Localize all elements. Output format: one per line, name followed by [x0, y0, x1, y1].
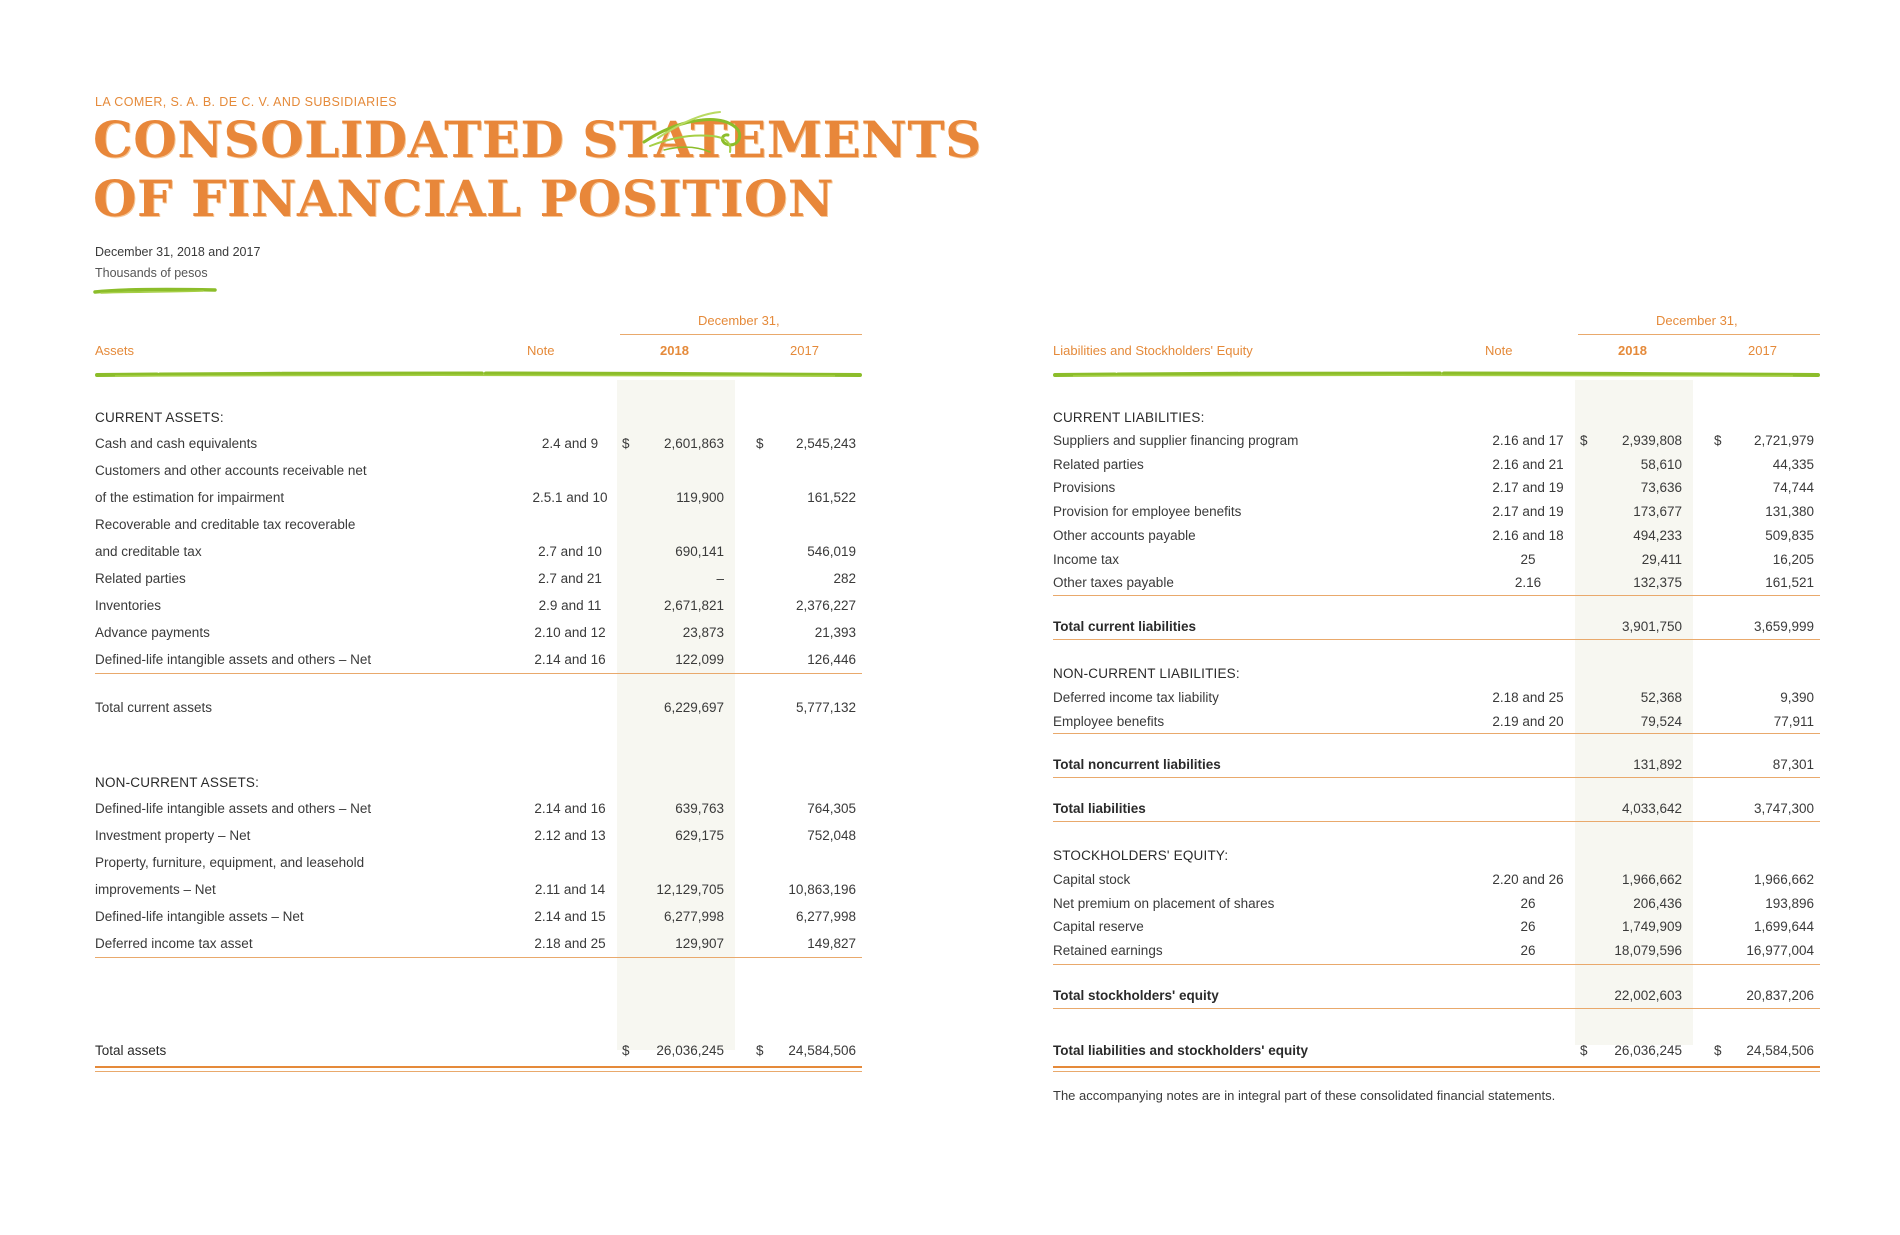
total-le-row [1053, 1043, 1820, 1063]
row-note: 2.16 and 18 [1492, 527, 1564, 543]
row-currency-2017: $ [756, 436, 764, 451]
total-liab-label: Total liabilities [1053, 801, 1146, 816]
row-label: Cash and cash equivalents [95, 436, 258, 451]
table-row [95, 828, 862, 848]
row-value-2017: 16,977,004 [1746, 943, 1814, 959]
row-value-2018: 2,939,808 [1621, 433, 1682, 448]
assets-col-label: Assets [95, 343, 135, 358]
total-assets-double-rule-1 [95, 1066, 862, 1068]
unit-label: Thousands of pesos [95, 266, 208, 280]
row-label: Employee benefits [1053, 713, 1165, 729]
noncurrent-assets-heading: NON-CURRENT ASSETS: [95, 775, 260, 790]
total-current-liab-2018: 3,901,750 [1621, 619, 1682, 634]
total-le-label: Total liabilities and stockholders' equity [1053, 1043, 1309, 1058]
total-equity-label: Total stockholders' equity [1053, 988, 1219, 1003]
row-note: 26 [1520, 919, 1536, 935]
table-row [95, 490, 862, 510]
row-currency-2018: $ [1580, 433, 1588, 448]
table-row [95, 598, 862, 618]
row-value-2017: 161,521 [1765, 575, 1814, 591]
row-value-2017: 16,205 [1772, 551, 1814, 567]
total-current-assets-row [95, 700, 862, 720]
row-value-2017: 193,896 [1765, 895, 1814, 911]
row-value-2017: 2,545,243 [795, 436, 856, 451]
row-value-2018: 79,524 [1640, 713, 1682, 729]
table-row [1053, 552, 1820, 572]
row-label: Related parties [1053, 456, 1144, 472]
total-liab-2017: 3,747,300 [1753, 801, 1814, 816]
table-row [1053, 433, 1820, 453]
table-row [1053, 943, 1820, 963]
row-label: Capital stock [1053, 872, 1131, 887]
total-assets-cur-2018: $ [622, 1043, 630, 1058]
table-row [1053, 872, 1820, 892]
row-value-2018: 2,601,863 [663, 436, 724, 451]
row-value-2017: 21,393 [814, 625, 856, 640]
total-current-assets-2018: 6,229,697 [663, 700, 724, 715]
row-note: 2.19 and 20 [1492, 713, 1564, 729]
row-note: 2.16 and 17 [1492, 433, 1564, 448]
row-note: 2.17 and 19 [1492, 480, 1564, 496]
total-liab-2018: 4,033,642 [1621, 801, 1682, 816]
row-label: improvements – Net [95, 882, 216, 897]
table-row [95, 517, 862, 537]
total-noncurrent-liab-2018: 131,892 [1633, 757, 1682, 772]
total-assets-cur-2017: $ [756, 1043, 764, 1058]
row-note: 2.18 and 25 [1492, 690, 1564, 705]
table-row [95, 855, 862, 875]
row-value-2018: 629,175 [675, 828, 724, 843]
row-note: 2.9 and 11 [538, 598, 602, 613]
row-note: 2.11 and 14 [534, 882, 606, 897]
brush-stroke-small [93, 286, 218, 296]
table-row [1053, 504, 1820, 524]
current-assets-heading: CURRENT ASSETS: [95, 410, 224, 425]
total-current-liab-label: Total current liabilities [1053, 619, 1197, 634]
row-label: and creditable tax [95, 544, 202, 559]
table-row [1053, 480, 1820, 500]
assets-brush-rule [95, 370, 862, 380]
row-note: 2.7 and 21 [538, 571, 602, 586]
title-line-2: OF FINANCIAL POSITION [93, 169, 835, 228]
row-note: 2.12 and 13 [534, 828, 606, 843]
equity-heading: STOCKHOLDERS' EQUITY: [1053, 848, 1229, 863]
table-row [95, 571, 862, 591]
row-note: 2.16 and 21 [1492, 456, 1564, 472]
noncurrent-liab-heading: NON-CURRENT LIABILITIES: [1053, 666, 1240, 681]
table-row [95, 463, 862, 483]
row-note: 2.16 [1514, 575, 1542, 591]
table-row [1053, 714, 1820, 734]
row-label: Capital reserve [1053, 919, 1144, 935]
row-value-2018: 206,436 [1633, 895, 1682, 911]
row-value-2018: 12,129,705 [656, 882, 724, 897]
total-assets-row [95, 1043, 862, 1063]
row-value-2018: 690,141 [675, 544, 724, 559]
row-label: Provision for employee benefits [1053, 504, 1242, 520]
assets-period-header: December 31, [698, 313, 780, 328]
table-row [95, 652, 862, 672]
current-liab-heading: CURRENT LIABILITIES: [1053, 410, 1205, 425]
equity-rule [1053, 964, 1820, 965]
row-value-2017: 126,446 [807, 652, 856, 667]
row-value-2018: 639,763 [675, 801, 724, 816]
total-assets-2018: 26,036,245 [656, 1043, 724, 1058]
liab-period-rule [1578, 334, 1820, 335]
row-value-2017: 161,522 [807, 490, 856, 505]
row-note: 2.10 and 12 [534, 625, 606, 640]
liab-period-header: December 31, [1656, 313, 1738, 328]
liab-col-label: Liabilities and Stockholders' Equity [1053, 343, 1253, 358]
total-liab-row [1053, 801, 1820, 821]
row-note: 2.7 and 10 [538, 544, 602, 559]
row-value-2018: 2,671,821 [663, 598, 724, 613]
row-value-2017: 546,019 [807, 544, 856, 559]
row-value-2018: 1,966,662 [1621, 872, 1682, 887]
row-value-2018: 1,749,909 [1621, 919, 1682, 935]
row-value-2017: 74,744 [1772, 480, 1814, 496]
table-row [95, 936, 862, 956]
assets-period-rule [620, 334, 862, 335]
row-currency-2017: $ [1714, 433, 1722, 448]
title-line-1: CONSOLIDATED STATEMENTS [93, 110, 982, 169]
total-current-liab-2017: 3,659,999 [1753, 619, 1814, 634]
row-value-2018: 73,636 [1640, 480, 1682, 496]
row-label: Provisions [1053, 480, 1116, 496]
total-noncurrent-liab-label: Total noncurrent liabilities [1053, 757, 1221, 772]
total-assets-label: Total assets [95, 1043, 167, 1058]
total-equity-row [1053, 988, 1820, 1008]
row-label: Other accounts payable [1053, 527, 1196, 543]
row-value-2018: 23,873 [682, 625, 724, 640]
leaf-swirl-icon [640, 108, 745, 170]
liab-col-note: Note [1485, 343, 1513, 358]
table-row [1053, 528, 1820, 548]
row-value-2018: 173,677 [1633, 504, 1682, 520]
row-value-2017: 2,721,979 [1753, 433, 1814, 448]
table-row [95, 801, 862, 821]
row-label: Investment property – Net [95, 828, 251, 843]
total-assets-2017: 24,584,506 [788, 1043, 856, 1058]
row-label: Defined-life intangible assets and others – Net [95, 801, 372, 816]
row-value-2018: – [716, 571, 724, 586]
row-label: Net premium on placement of shares [1053, 895, 1275, 911]
total-le-2018: 26,036,245 [1614, 1043, 1682, 1058]
footnote: The accompanying notes are in integral part of these consolidated financial statements. [1053, 1088, 1556, 1103]
noncurrent-assets-rule [95, 957, 862, 958]
row-label: Deferred income tax liability [1053, 690, 1219, 705]
total-current-liab-rule [1053, 639, 1820, 640]
total-le-cur-2017: $ [1714, 1043, 1722, 1058]
assets-col-2017: 2017 [790, 343, 819, 358]
row-value-2017: 509,835 [1765, 527, 1814, 543]
row-label: Defined-life intangible assets and others – Net [95, 652, 372, 667]
total-le-cur-2018: $ [1580, 1043, 1588, 1058]
statement-date: December 31, 2018 and 2017 [95, 245, 261, 259]
table-row [95, 436, 862, 456]
row-note: 2.20 and 26 [1492, 872, 1564, 887]
row-value-2018: 58,610 [1640, 456, 1682, 472]
table-row [95, 544, 862, 564]
company-name: LA COMER, S. A. B. DE C. V. AND SUBSIDIARIES [95, 95, 397, 109]
row-label: Advance payments [95, 625, 210, 640]
row-note: 2.14 and 15 [534, 909, 606, 924]
current-liab-rule [1053, 595, 1820, 596]
total-current-assets-2017: 5,777,132 [795, 700, 856, 715]
row-label: Retained earnings [1053, 943, 1163, 959]
row-value-2018: 18,079,596 [1614, 943, 1682, 959]
assets-col-2018: 2018 [660, 343, 689, 358]
table-row [1053, 919, 1820, 939]
total-noncurrent-liab-2017: 87,301 [1772, 757, 1814, 772]
total-noncurrent-liab-rule [1053, 777, 1820, 778]
row-value-2017: 282 [833, 571, 856, 586]
row-note: 26 [1520, 943, 1536, 959]
total-current-liab-row [1053, 619, 1820, 639]
liab-col-2017: 2017 [1748, 343, 1777, 358]
row-label: Defined-life intangible assets – Net [95, 909, 304, 924]
page-title [93, 110, 982, 228]
table-row [1053, 457, 1820, 477]
row-value-2017: 9,390 [1780, 690, 1814, 705]
liab-col-2018: 2018 [1618, 343, 1647, 358]
total-current-assets-label: Total current assets [95, 700, 213, 715]
row-label: Income tax [1053, 551, 1120, 567]
row-label: Customers and other accounts receivable net [95, 463, 367, 478]
current-assets-rule [95, 673, 862, 674]
table-row [1053, 575, 1820, 595]
row-value-2017: 77,911 [1773, 713, 1814, 729]
row-label: Recoverable and creditable tax recoverable [95, 517, 356, 532]
row-value-2017: 149,827 [807, 936, 856, 951]
row-note: 2.14 and 16 [534, 652, 606, 667]
row-note: 26 [1520, 895, 1536, 911]
table-row [95, 625, 862, 645]
row-value-2018: 129,907 [675, 936, 724, 951]
row-label: Deferred income tax asset [95, 936, 253, 951]
table-row [1053, 690, 1820, 710]
total-le-double-rule-2 [1053, 1071, 1820, 1072]
row-value-2018: 52,368 [1640, 690, 1682, 705]
row-note: 2.18 and 25 [534, 936, 606, 951]
row-value-2017: 752,048 [807, 828, 856, 843]
row-value-2018: 6,277,998 [663, 909, 724, 924]
row-label: Inventories [95, 598, 162, 613]
row-value-2017: 131,380 [1765, 504, 1814, 520]
row-label: Suppliers and supplier financing program [1053, 433, 1299, 448]
row-value-2017: 1,966,662 [1753, 872, 1814, 887]
row-value-2018: 494,233 [1633, 527, 1682, 543]
total-liab-rule [1053, 821, 1820, 822]
row-value-2018: 29,411 [1641, 551, 1682, 567]
row-currency-2018: $ [622, 436, 630, 451]
table-row [95, 882, 862, 902]
row-note: 2.14 and 16 [534, 801, 606, 816]
row-note: 25 [1520, 551, 1536, 567]
row-value-2018: 132,375 [1633, 575, 1682, 591]
total-noncurrent-liab-row [1053, 757, 1820, 777]
row-note: 2.5.1 and 10 [532, 490, 608, 505]
row-value-2017: 44,335 [1772, 456, 1814, 472]
total-le-2017: 24,584,506 [1746, 1043, 1814, 1058]
row-label: Property, furniture, equipment, and leasehold [95, 855, 365, 870]
row-value-2017: 10,863,196 [788, 882, 856, 897]
total-equity-2018: 22,002,603 [1614, 988, 1682, 1003]
row-value-2017: 1,699,644 [1753, 919, 1814, 935]
total-equity-2017: 20,837,206 [1746, 988, 1814, 1003]
total-le-double-rule-1 [1053, 1066, 1820, 1068]
row-label: Related parties [95, 571, 186, 586]
row-label: of the estimation for impairment [95, 490, 285, 505]
row-note: 2.4 and 9 [541, 436, 599, 451]
row-value-2017: 2,376,227 [795, 598, 856, 613]
noncurrent-liab-rule [1053, 733, 1820, 734]
row-value-2017: 6,277,998 [795, 909, 856, 924]
row-value-2017: 764,305 [807, 801, 856, 816]
liab-brush-rule [1053, 370, 1820, 380]
row-value-2018: 122,099 [675, 652, 724, 667]
row-value-2018: 119,900 [676, 490, 724, 505]
total-equity-rule [1053, 1008, 1820, 1009]
row-note: 2.17 and 19 [1492, 504, 1564, 520]
table-row [1053, 896, 1820, 916]
row-label: Other taxes payable [1053, 575, 1174, 591]
table-row [95, 909, 862, 929]
total-assets-double-rule-2 [95, 1071, 862, 1072]
assets-col-note: Note [527, 343, 555, 358]
